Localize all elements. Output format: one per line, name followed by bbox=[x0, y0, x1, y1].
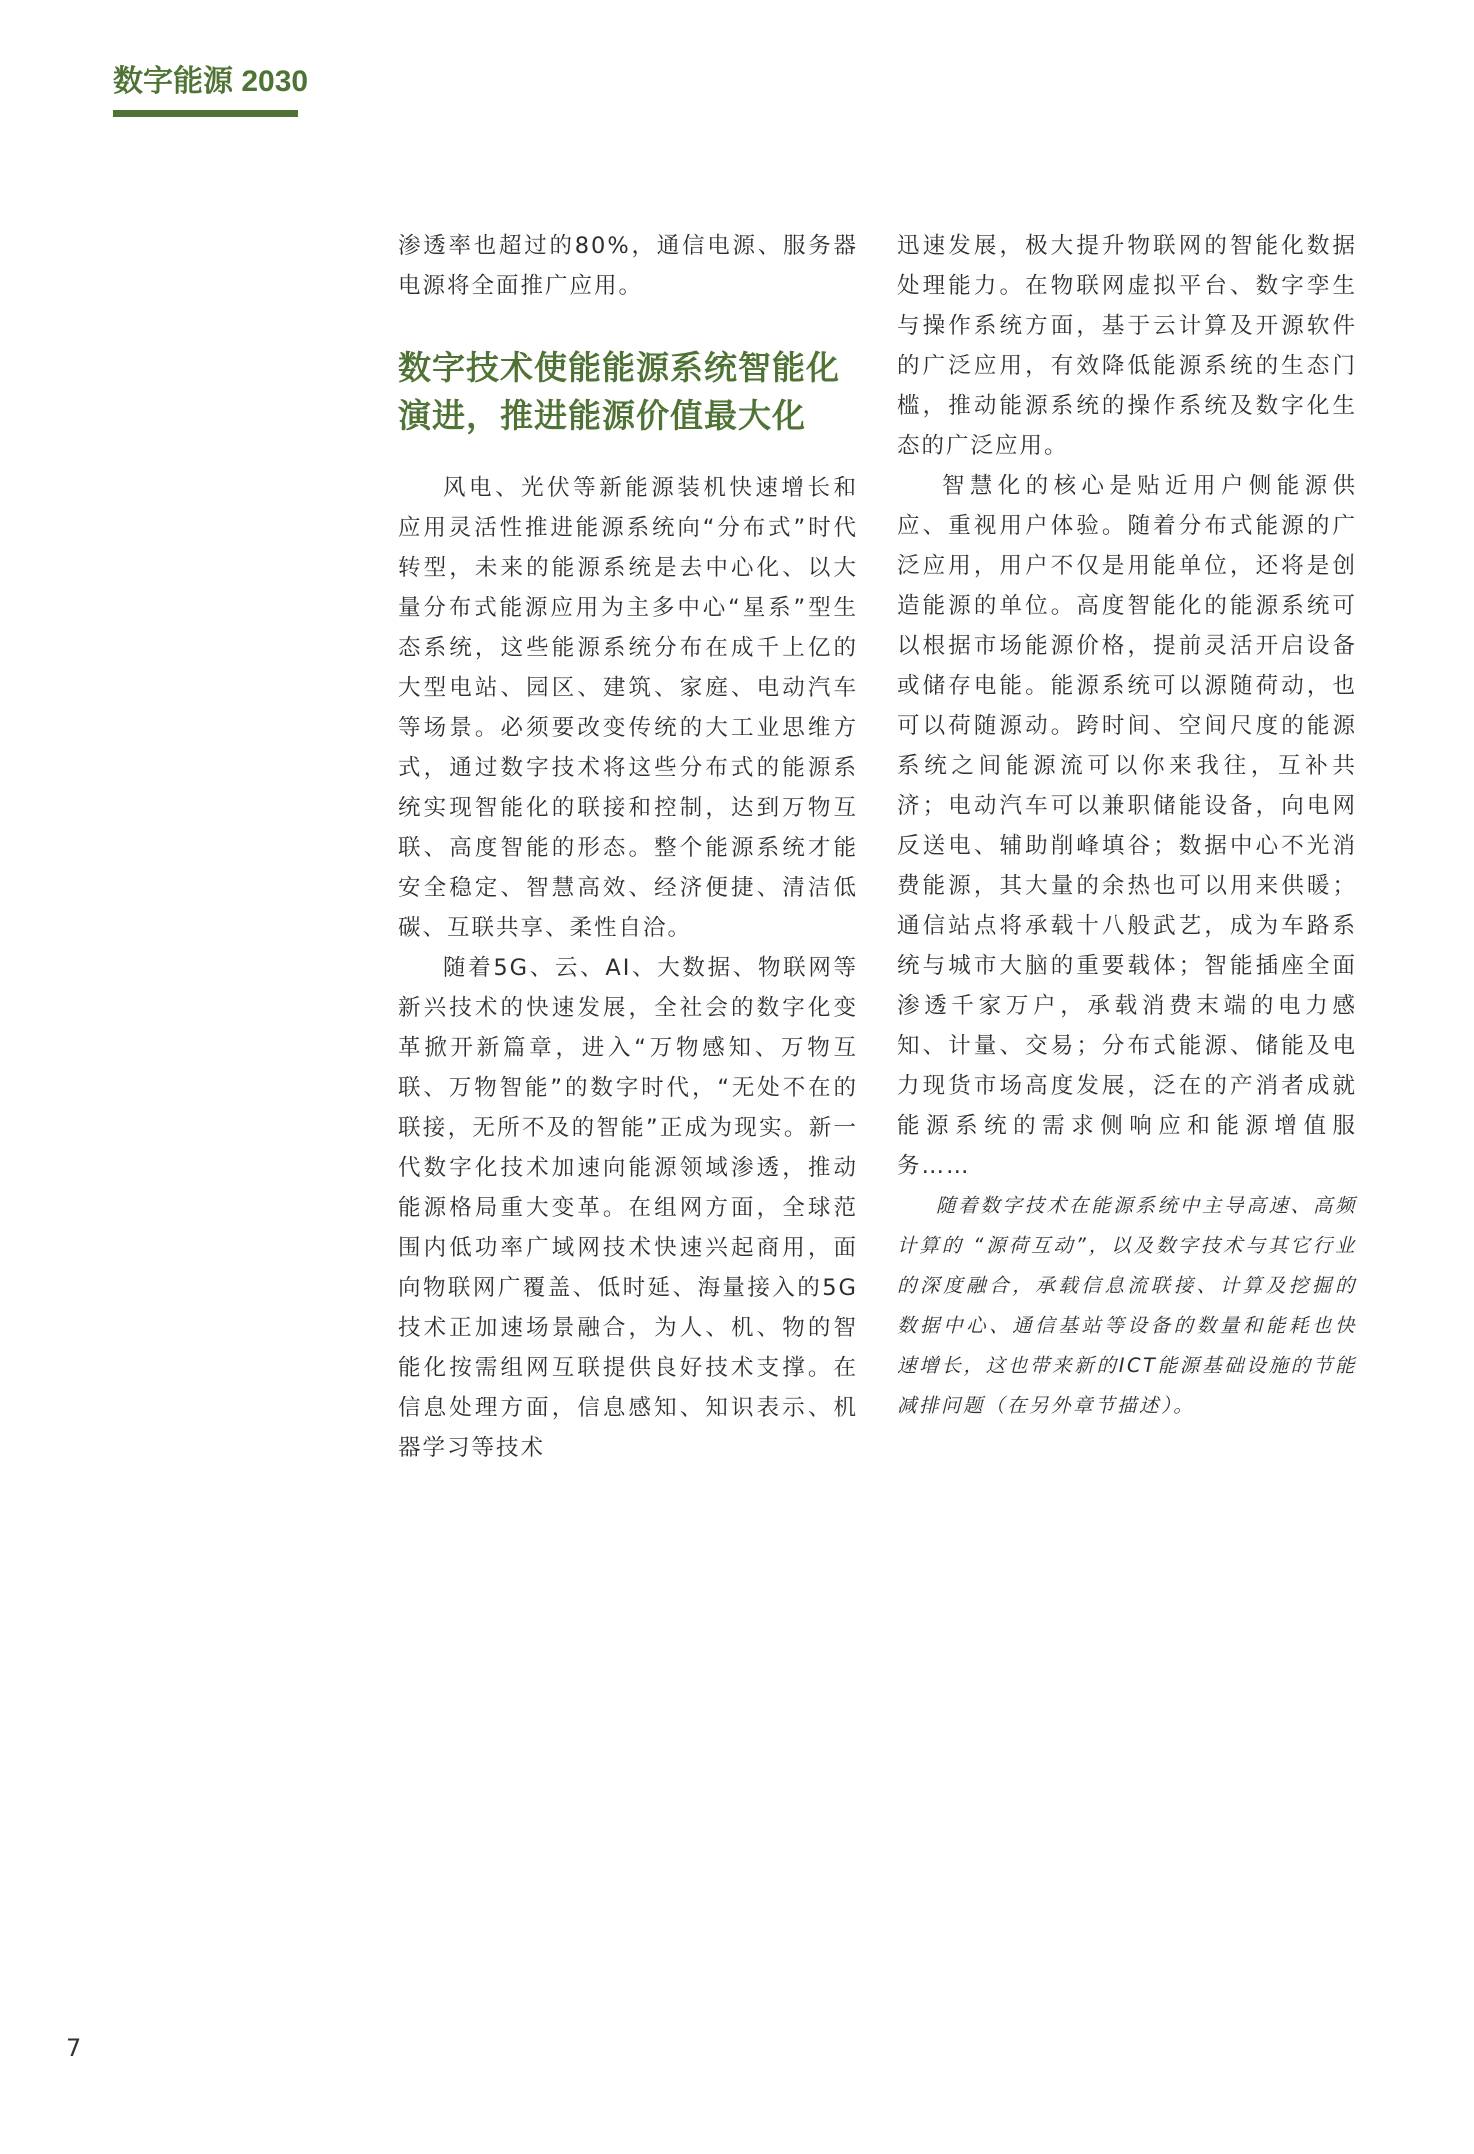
continued-paragraph: 迅速发展，极大提升物联网的智能化数据处理能力。在物联网虚拟平台、数字孪生与操作系统方面，基于云计算及开源软件的广泛应用，有效降低能源系统的生态门槛，推动能源系统的操作系统及数字化生态的广泛应用。 bbox=[897, 233, 1357, 459]
header-accent-bar bbox=[113, 110, 298, 117]
continued-paragraph: 渗透率也超过的80%，通信电源、服务器电源将全面推广应用。 bbox=[398, 233, 858, 299]
page-number: 7 bbox=[66, 2034, 82, 2062]
publication-title: 数字能源 2030 bbox=[113, 65, 309, 98]
body-paragraph: 随着5G、云、AI、大数据、物联网等新兴技术的快速发展，全社会的数字化变革掀开新篇章，进入“万物感知、万物互联、万物智能”的数字时代，“无处不在的联接，无所不及的智能”正成为现实。新一代数字化技术加速向能源领域渗透，推动能源格局重大变革。在组网方面，全球范围内低功率广域网技术快速兴起商用，面向物联网广覆盖、低时延、海量接入的5G技术正加速场景融合，为人、机、物的智能化按需组网互联提供良好技术支撑。在信息处理方面，信息感知、知识表示、机器学习等技术 bbox=[398, 955, 858, 1461]
left-column bbox=[398, 226, 858, 1468]
section-heading: 数字技术使能能源系统智能化演进，推进能源价值最大化 bbox=[398, 348, 840, 435]
italic-note: 随着数字技术在能源系统中主导高速、高频计算的 “源荷互动”，以及数字技术与其它行业的深度融合，承载信息流联接、计算及挖掘的数据中心、通信基站等设备的数量和能耗也快速增长，这也带来新的ICT能源基础设施的节能减排问题（在另外章节描述）。 bbox=[897, 1194, 1357, 1417]
right-column bbox=[897, 226, 1357, 1426]
body-paragraph: 风电、光伏等新能源装机快速增长和应用灵活性推进能源系统向“分布式”时代转型，未来的能源系统是去中心化、以大量分布式能源应用为主多中心“星系”型生态系统，这些能源系统分布在成千上亿的大型电站、园区、建筑、家庭、电动汽车等场景。必须要改变传统的大工业思维方式，通过数字技术将这些分布式的能源系统实现智能化的联接和控制，达到万物互联、高度智能的形态。整个能源系统才能安全稳定、智慧高效、经济便捷、清洁低碳、互联共享、柔性自洽。 bbox=[398, 475, 858, 941]
body-paragraph: 智慧化的核心是贴近用户侧能源供应、重视用户体验。随着分布式能源的广泛应用，用户不仅是用能单位，还将是创造能源的单位。高度智能化的能源系统可以根据市场能源价格，提前灵活开启设备或储存电能。能源系统可以源随荷动，也可以荷随源动。跨时间、空间尺度的能源系统之间能源流可以你来我往，互补共济；电动汽车可以兼职储能设备，向电网反送电、辅助削峰填谷；数据中心不光消费能源，其大量的余热也可以用来供暖；通信站点将承载十八般武艺，成为车路系统与城市大脑的重要载体；智能插座全面渗透千家万户，承载消费末端的电力感知、计量、交易；分布式能源、储能及电力现货市场高度发展，泛在的产消者成就能源系统的需求侧响应和能源增值服务…… bbox=[897, 473, 1357, 1179]
running-header bbox=[113, 62, 308, 117]
